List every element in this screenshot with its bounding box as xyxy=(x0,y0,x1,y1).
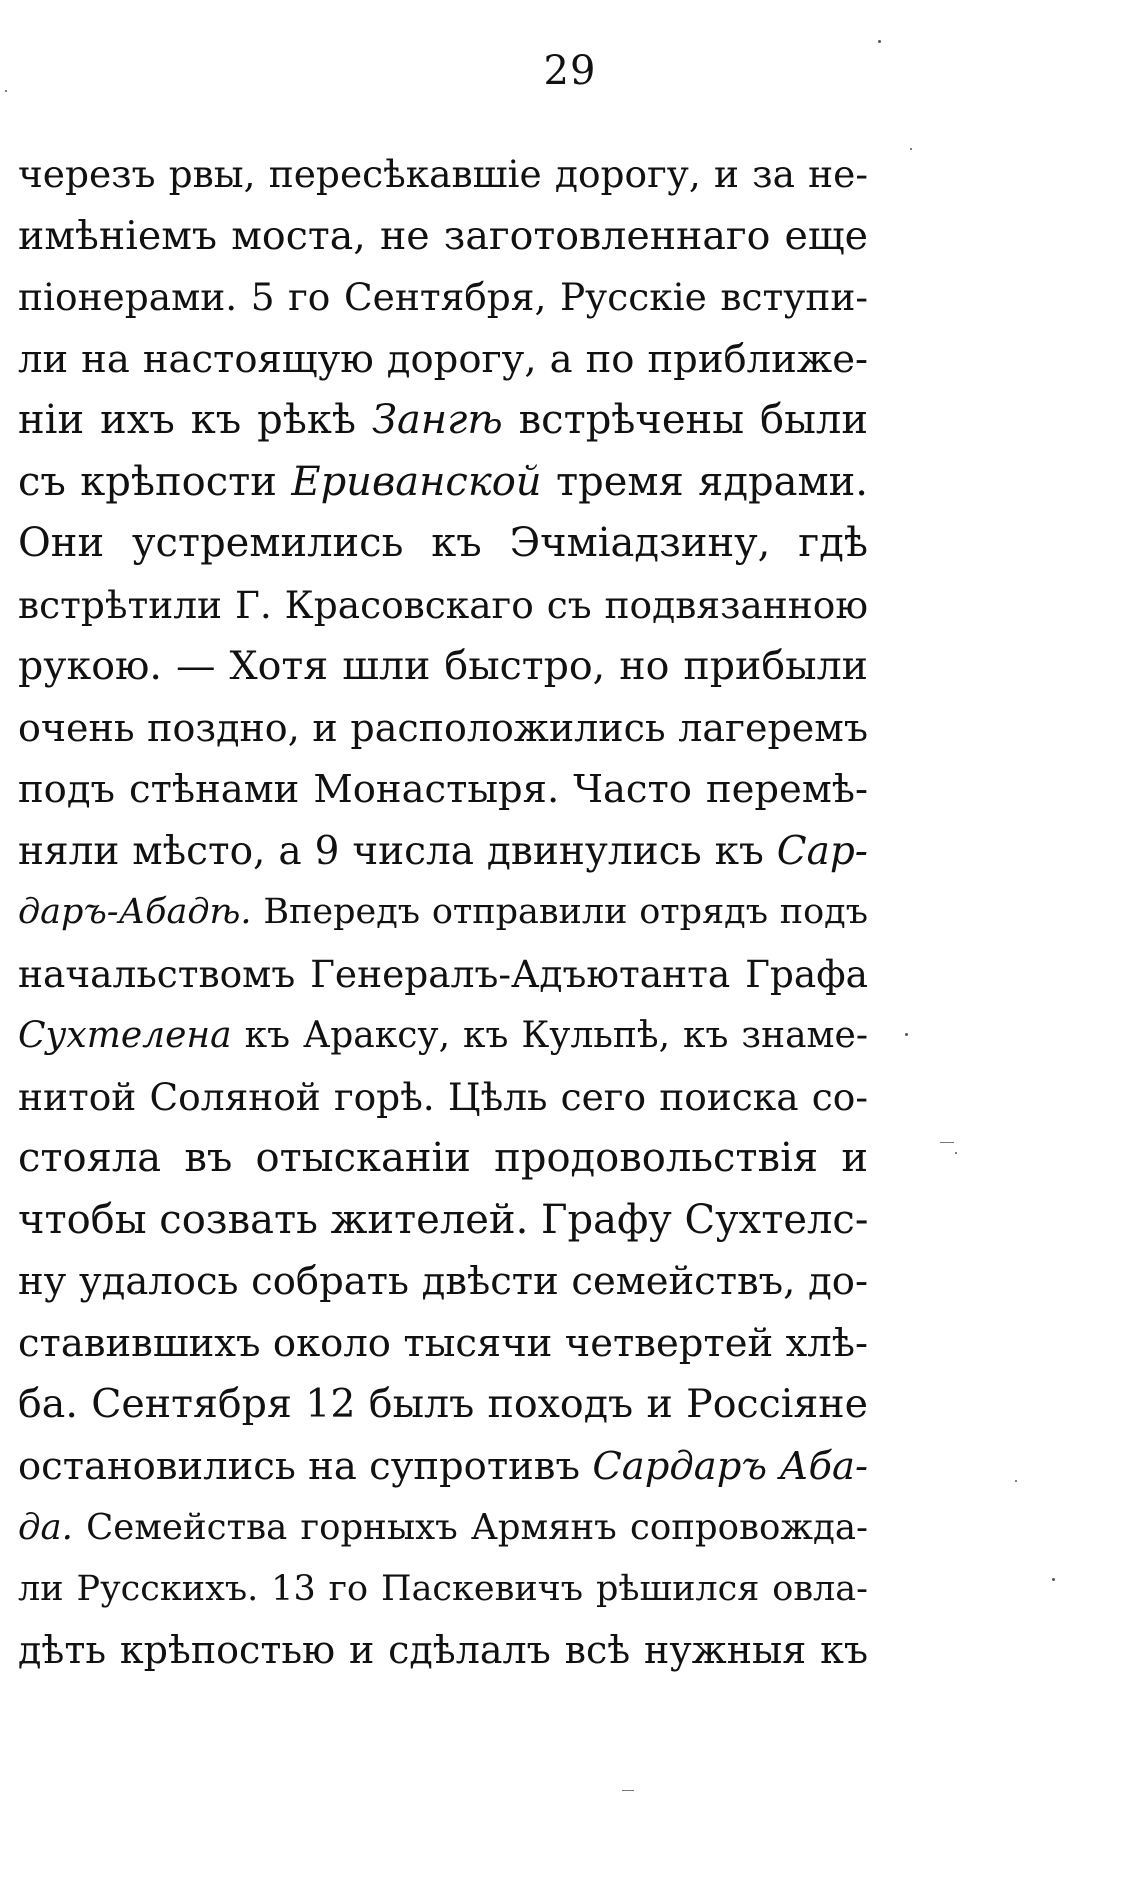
text-run: дѣть крѣпостью и сдѣлалъ всѣ нужныя къ xyxy=(18,1628,868,1672)
text-run: ли на настоящую дорогу, а по приближе- xyxy=(18,336,868,382)
text-run: тремя ядрами. xyxy=(541,458,868,505)
italic-text: да. xyxy=(18,1507,73,1548)
text-line xyxy=(18,698,868,760)
scan-speck xyxy=(905,1033,908,1036)
text-run: піонерами. 5 го Сентября, Русскіе вступи- xyxy=(18,275,868,319)
text-line xyxy=(18,1374,868,1436)
scan-speck xyxy=(1052,1578,1055,1581)
italic-text: Сухтелена xyxy=(18,1015,232,1056)
scan-speck xyxy=(1015,1480,1017,1482)
text-line xyxy=(18,144,868,206)
text-run: нитой Соляной горѣ. Цѣль сего поиска со- xyxy=(18,1074,868,1119)
scan-speck xyxy=(910,148,912,150)
text-line xyxy=(18,329,868,391)
text-line xyxy=(18,267,868,329)
text-run: ніи ихъ къ рѣкѣ xyxy=(18,397,373,443)
text-run: остановились на супротивъ xyxy=(18,1443,593,1489)
text-line xyxy=(18,452,868,514)
text-line xyxy=(18,821,868,883)
text-run: ну удалось собрать двѣсти семействъ, до- xyxy=(18,1259,868,1304)
text-run: стояла въ отысканіи продовольствія и xyxy=(18,1135,868,1181)
text-line xyxy=(18,390,868,452)
italic-text: Сардаръ Аба- xyxy=(592,1443,868,1489)
text-line xyxy=(18,1313,868,1375)
text-line xyxy=(18,1251,868,1313)
text-line xyxy=(18,1067,868,1129)
text-run: рукою. — Хотя шли быстро, но прибыли xyxy=(18,643,868,689)
text-line xyxy=(18,575,868,637)
text-line xyxy=(18,636,868,698)
page-number: 29 xyxy=(543,48,597,94)
text-line xyxy=(18,1128,868,1190)
scan-speck xyxy=(5,90,7,92)
text-run: подъ стѣнами Монастыря. Часто перемѣ- xyxy=(18,767,868,812)
italic-text: Зангѣ xyxy=(372,397,503,443)
scan-mark xyxy=(940,1142,954,1143)
text-line xyxy=(18,1005,868,1067)
body-text xyxy=(18,144,868,1682)
text-run: ли Русскихъ. 13 го Паскевичъ рѣшился овла- xyxy=(18,1568,868,1609)
text-run: Впередъ отправили отрядъ подъ xyxy=(251,892,868,932)
text-run: встрѣчены были xyxy=(502,397,869,443)
italic-text: даръ-Абадѣ. xyxy=(18,892,252,932)
italic-text: Ериванской xyxy=(291,458,542,505)
text-run: няли мѣсто, а 9 числа двинулись къ xyxy=(18,828,777,874)
text-run: имѣніемъ моста, не заготовленнаго еще xyxy=(18,212,868,259)
text-run: черезъ рвы, пересѣкавшіе дорогу, и за не- xyxy=(18,152,868,196)
text-run: встрѣтили Г. Красовскаго съ подвязанною xyxy=(18,582,868,627)
text-line xyxy=(18,882,868,944)
text-line xyxy=(18,1620,868,1682)
text-line xyxy=(18,1436,868,1498)
text-line xyxy=(18,1190,868,1252)
text-run: Семейства горныхъ Армянъ сопровожда- xyxy=(72,1507,868,1548)
text-run: начальствомъ Генералъ-Адъютанта Графа xyxy=(18,951,868,996)
text-run: чтобы созвать жителей. Графу Сухтелс- xyxy=(18,1196,869,1243)
scan-mark xyxy=(622,1790,634,1791)
text-run: Они устремились къ Эчміадзину, гдѣ xyxy=(18,520,868,566)
text-line xyxy=(18,206,868,268)
text-run: ба. Сентября 12 былъ походъ и Россіяне xyxy=(18,1381,868,1427)
scan-speck xyxy=(878,40,881,43)
text-line xyxy=(18,1559,868,1621)
text-line xyxy=(18,759,868,821)
text-line xyxy=(18,1497,868,1559)
text-run: ставившихъ около тысячи четвертей хлѣ- xyxy=(18,1320,868,1366)
text-run: къ Араксу, къ Кульпѣ, къ знаме- xyxy=(231,1015,868,1056)
italic-text: Сар- xyxy=(776,828,868,874)
scan-speck xyxy=(955,1152,957,1154)
text-line xyxy=(18,944,868,1006)
text-run: съ крѣпости xyxy=(18,458,292,505)
text-line xyxy=(18,513,868,575)
text-run: очень поздно, и расположились лагеремъ xyxy=(18,705,868,750)
